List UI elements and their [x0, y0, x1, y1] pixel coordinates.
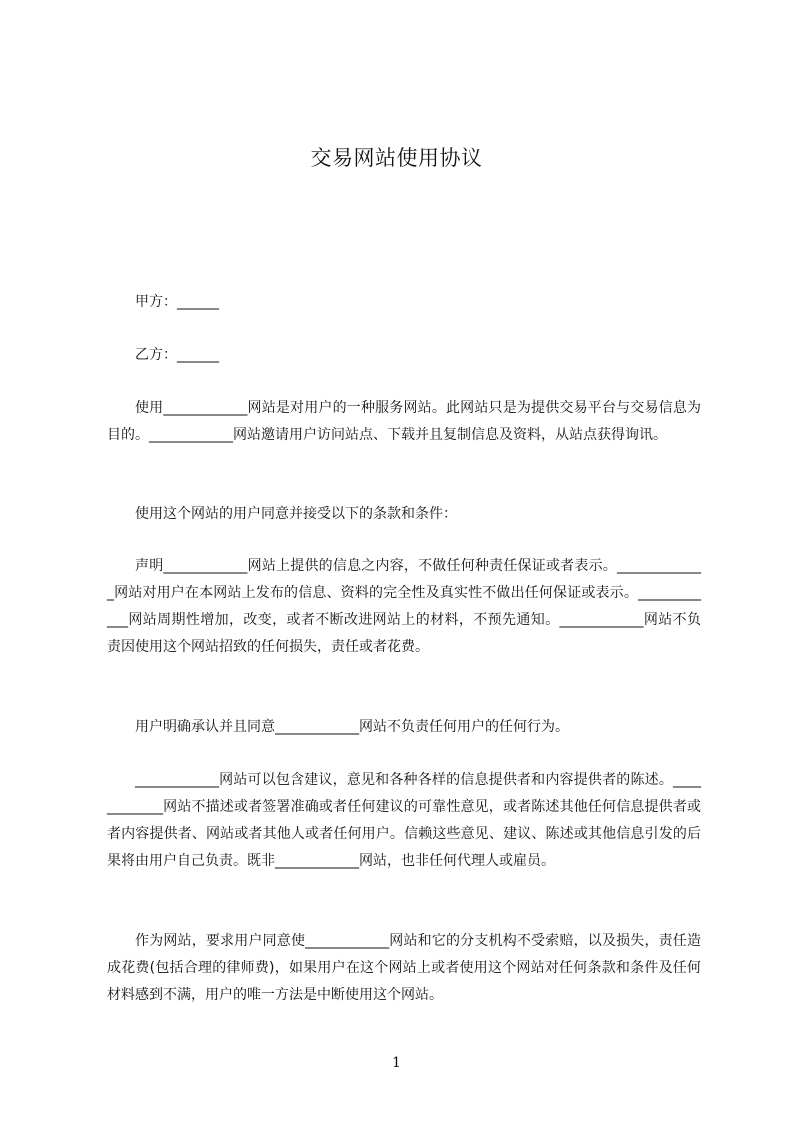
paragraph-indemnity: 作为网站，要求用户同意使____________网站和它的分支机构不受索赔，以及损失，责任造成花费(包括合理的律师费)，如果用户在这个网站上或者使用这个网站对任何条款和条件及任何材料感到不满，用户的唯一方法是中断使用这个网站。	[107, 933, 701, 1003]
paragraph-user-conduct: 用户明确承认并且同意____________网站不负责任何用户的任何行为。	[135, 719, 569, 735]
paragraph-terms-acceptance: 使用这个网站的用户同意并接受以下的条款和条件：	[135, 506, 457, 522]
paragraph-disclaimer: 声明____________网站上提供的信息之内容，不做任何种责任保证或者表示。_____________网站对用户在本网站上发布的信息、资料的完全性及真实性不做出任何保证或表示。____________网站周期性增加，改变，或者不断改进网站上的材料，不预先通知。____________网站不负责因使用这个网站招致的任何损失，责任或者花费。	[107, 558, 701, 655]
page-number: 1	[392, 1055, 401, 1071]
paragraph-third-party-content: ____________网站可以包含建议，意见和各种各样的信息提供者和内容提供者的陈述。____________网站不描述或者签署准确或者任何建议的可靠性意见，或者陈述其他任何信息提供者或者内容提供者、网站或者其他人或者任何用户。信赖这些意见、建议、陈述或其他信息引发的后果将由用户自己负责。既非____________网站，也非任何代理人或雇员。	[107, 772, 701, 869]
document-title: 交易网站使用协议	[310, 146, 483, 170]
paragraph-intro: 使用____________网站是对用户的一种服务网站。此网站只是为提供交易平台与交易信息为目的。____________网站邀请用户访问站点、下载并且复制信息及资料，从站点获得询讯。	[107, 400, 701, 443]
party-b-line: 乙方：______	[135, 347, 219, 363]
party-a-line: 甲方：______	[135, 294, 219, 310]
